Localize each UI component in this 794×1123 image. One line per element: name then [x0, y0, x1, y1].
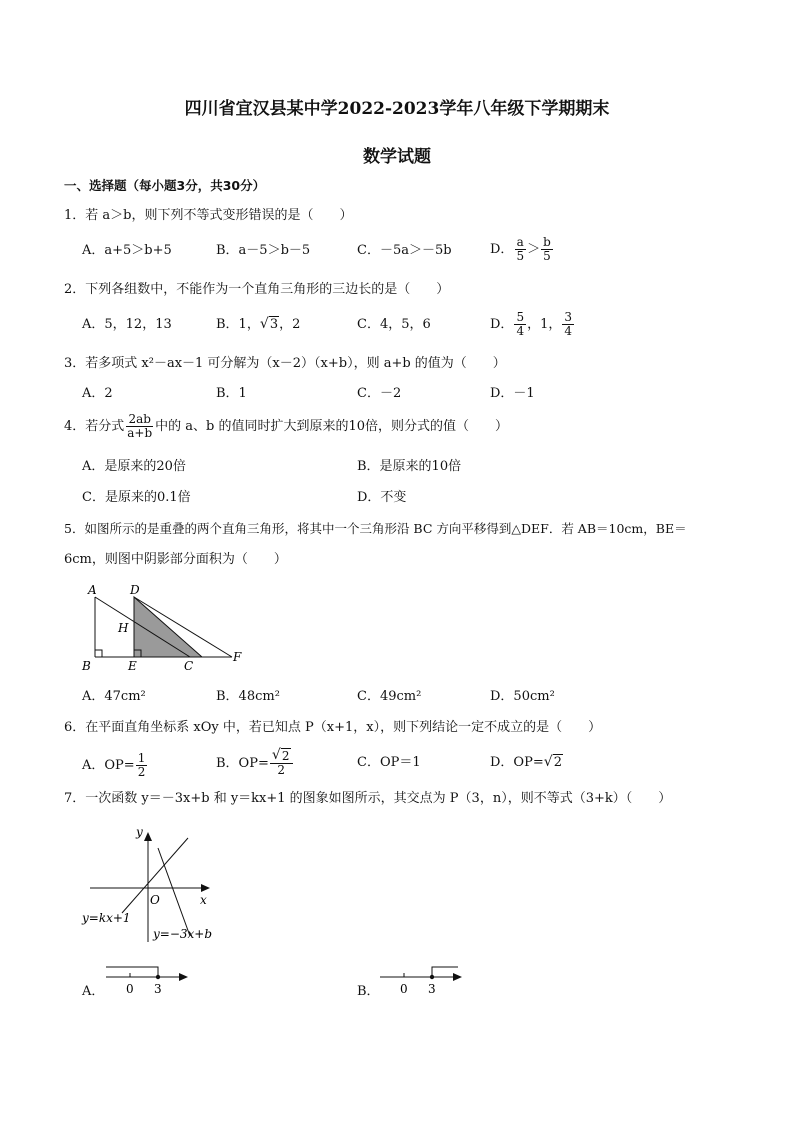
q1-d-frac-a [514, 236, 526, 263]
q7-a-axis-arrow [179, 973, 188, 981]
q5-label-a: A [88, 583, 97, 597]
q7-option-b-number-line [378, 960, 468, 1000]
q6-stem: 6．在平面直角坐标系 xOy 中，若已知点 P（x+1，x），则下列结论一定不成立的是（ ） [64, 720, 602, 735]
q7-stem: 7．一次函数 y＝－3x+b 和 y＝kx+1 的图象如图所示，其交点为 P（3，n），则不等式（3+k）（ ） [64, 791, 672, 806]
q6-d-radicand: 2 [553, 755, 563, 770]
q4-stem [64, 413, 508, 440]
q7-b-label-zero: 0 [400, 982, 408, 996]
q4-fraction-num: 2ab [128, 412, 151, 426]
q1-d-frac-b-num: b [543, 235, 551, 249]
q2-d-frac-a [514, 311, 526, 338]
q7-a-label-three: 3 [154, 982, 162, 996]
q1-option-a: A．a+5＞b+5 [82, 243, 172, 258]
q7-label-x: x [200, 893, 207, 907]
q4-fraction [125, 413, 154, 440]
q6-b-frac-den: 2 [277, 763, 285, 777]
q5-option-c: C．49cm² [357, 689, 422, 704]
q5-label-d: D [130, 583, 140, 597]
q3-stem: 3．若多项式 x²－ax－1 可分解为（x－2）（x+b），则 a+b 的值为（ ） [64, 356, 506, 371]
q7-label-origin: O [150, 893, 160, 907]
q2-stem: 2．下列各组数中，不能作为一个直角三角形的三边长的是（ ） [64, 282, 450, 297]
q5-label-f: F [233, 650, 242, 664]
q4-option-a: A．是原来的20倍 [82, 459, 186, 474]
q6-b-prefix: B．OP= [216, 756, 269, 771]
q1-d-prefix: D． [490, 242, 514, 257]
q1-option-b: B．a－5＞b－5 [216, 243, 311, 258]
q4-option-c: C．是原来的0.1倍 [82, 490, 191, 505]
q2-b-radicand: 3 [269, 317, 279, 332]
q7-label-line1: y=kx+1 [82, 911, 131, 925]
q7-a-solution-ray [106, 967, 158, 977]
q6-option-a [82, 752, 148, 779]
section-heading: 一、选择题（每小题3分，共30分） [64, 178, 266, 193]
q6-b-frac [270, 750, 293, 777]
q3-option-a: A．2 [82, 386, 113, 401]
q5-label-h: H [118, 621, 129, 635]
q4-stem-suffix: 中的 a、b 的值同时扩大到原来的10倍，则分式的值（ ） [155, 419, 509, 434]
q6-d-prefix: D．OP= [490, 755, 544, 770]
page-title: 四川省宜汉县某中学2022-2023学年八年级下学期期末 [184, 99, 610, 119]
q5-shaded-region [134, 597, 202, 657]
q2-option-d [490, 311, 575, 338]
q6-b-frac-num [270, 750, 293, 764]
q5-option-d: D．50cm² [490, 689, 555, 704]
q7-option-a: A． [82, 984, 105, 999]
q3-option-c: C．－2 [357, 386, 402, 401]
q7-b-label-three: 3 [428, 982, 436, 996]
q5-stem-line1: 5．如图所示的是重叠的两个直角三角形，将其中一个三角形沿 BC 方向平移得到△DEF．若 AB＝10cm，BE＝ [64, 521, 687, 536]
q3-option-d: D．－1 [490, 386, 535, 401]
q1-d-rel: ＞ [527, 242, 541, 257]
q2-b-suffix: ，2 [279, 317, 301, 332]
q5-label-c: C [184, 659, 194, 673]
q2-option-c: C．4，5，6 [357, 317, 431, 332]
q1-option-c: C．－5a＞－5b [357, 243, 452, 258]
q2-d-frac-b-num: 3 [564, 310, 572, 324]
q2-d-frac-a-num: 5 [516, 310, 525, 324]
q2-d-mid: ，1， [527, 317, 562, 332]
q7-y-axis-arrow [144, 832, 152, 841]
q7-label-y: y [136, 825, 143, 839]
q5-figure [80, 580, 250, 675]
q5-label-b: B [82, 659, 91, 673]
q2-d-frac-b-den: 4 [564, 324, 572, 338]
q7-option-b: B． [357, 984, 380, 999]
q7-x-axis-arrow [201, 884, 210, 892]
q3-option-b: B．1 [216, 386, 247, 401]
q7-label-line2: y=−3x+b [153, 927, 213, 941]
q5-stem-line2: 6cm，则图中阴影部分面积为（ ） [64, 552, 287, 567]
q4-stem-prefix: 4．若分式 [64, 419, 125, 434]
q5-option-a: A．47cm² [82, 689, 146, 704]
q2-option-b [216, 317, 300, 333]
q1-d-frac-b [541, 236, 553, 263]
q6-d-sqrt [544, 755, 563, 771]
q7-a-label-zero: 0 [126, 982, 134, 996]
q5-right-angle-b [95, 650, 102, 657]
q2-b-sqrt [260, 317, 279, 333]
q7-option-a-number-line [104, 960, 194, 1000]
q4-option-d: D．不变 [357, 490, 407, 505]
q6-b-radicand: 2 [281, 749, 290, 763]
q5-label-e: E [128, 659, 137, 673]
q6-option-b [216, 750, 294, 777]
q6-a-frac [136, 752, 148, 779]
q7-b-axis-arrow [453, 973, 462, 981]
q5-option-b: B．48cm² [216, 689, 280, 704]
q2-option-a: A．5，12，13 [82, 317, 172, 332]
q1-d-frac-a-den: 5 [516, 249, 525, 263]
q2-b-prefix: B．1， [216, 317, 260, 332]
q2-d-prefix: D． [490, 317, 514, 332]
q6-a-frac-den: 2 [137, 765, 146, 779]
q2-d-frac-a-den: 4 [516, 324, 525, 338]
q1-d-frac-a-num: a [516, 235, 524, 249]
page-subtitle: 数学试题 [363, 147, 431, 167]
q2-d-frac-b [562, 311, 574, 338]
q4-option-b: B．是原来的10倍 [357, 459, 462, 474]
q7-line-neg3x-plus-b [158, 848, 190, 936]
q6-a-frac-num: 1 [137, 751, 146, 765]
q1-option-d [490, 236, 554, 263]
q6-b-sqrt [272, 750, 291, 763]
q6-option-c: C．OP＝1 [357, 755, 421, 770]
q6-option-d [490, 755, 563, 771]
q7-figure [80, 818, 240, 948]
q6-a-prefix: A．OP= [82, 758, 135, 773]
q1-d-frac-b-den: 5 [543, 249, 551, 263]
q1-stem: 1．若 a＞b，则下列不等式变形错误的是（ ） [64, 208, 353, 223]
q4-fraction-den: a+b [127, 426, 153, 440]
